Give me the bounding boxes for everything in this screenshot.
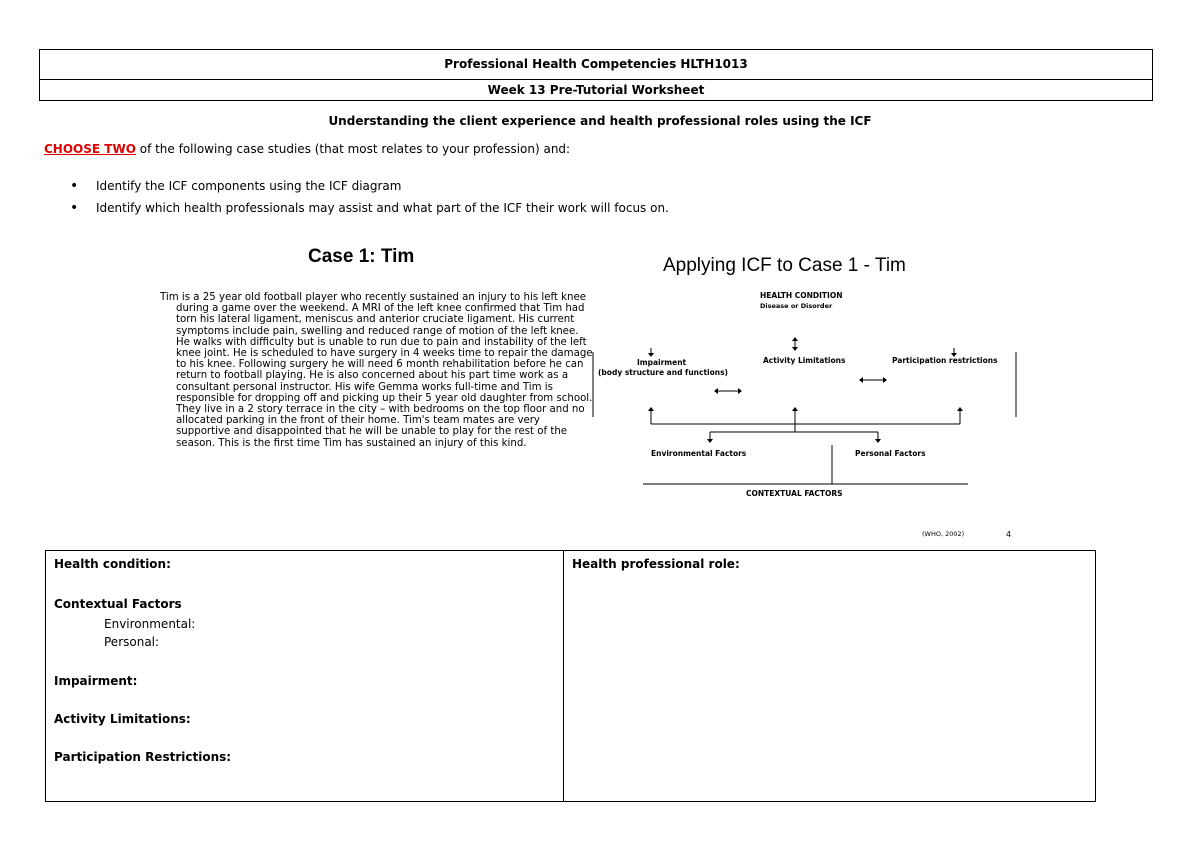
activity-limitations-field: Activity Limitations: bbox=[54, 712, 191, 726]
answer-table bbox=[45, 550, 1096, 802]
pers-arrow-down bbox=[875, 439, 881, 443]
impairment-arrow-down bbox=[648, 353, 654, 357]
environmental-field: Environmental: bbox=[104, 617, 196, 631]
header-box bbox=[39, 49, 1153, 101]
personal-field: Personal: bbox=[104, 635, 160, 649]
hc-arrow-down bbox=[792, 347, 798, 351]
intro-paragraph bbox=[44, 142, 570, 156]
impairment-label: Impairment bbox=[637, 358, 687, 367]
hc-arrow-up bbox=[792, 337, 798, 341]
case-description: Tim is a 25 year old football player who recently sustained an injury to his left knee during a game over the weekend. A MRI of the left knee confirmed that Tim had torn his lateral ligament, meniscus and anterior cruciate ligament. His current symptoms include pain, swelling and reduced range of motion of the left knee. He walks with difficulty but is unable to run due to pain and instability of the left knee joint. He is scheduled to have surgery in 4 weeks time to repair the damage to his knee. Following surgery he will need 6 month rehabilitation before he can return to football playing. He is also concerned about his part time work as a consultant personal instructor. His wife Gemma works full-time and Tim is responsible for dropping off and picking up their 5 year old daughter from school. They live in a 2 story terrace in the city – with bedrooms on the top floor and no allocated parking in the front of their home. Tim's team mates are very supportive and disappointed that he will be unable to play for the rest of the season. This is the first time Tim has sustained an injury of this kind. bbox=[160, 292, 593, 449]
worksheet-title: Week 13 Pre-Tutorial Worksheet bbox=[487, 83, 705, 97]
disease-label: Disease or Disorder bbox=[760, 302, 833, 310]
table-column-divider bbox=[563, 551, 564, 801]
choose-two-emphasis: CHOOSE TWO bbox=[44, 142, 136, 156]
contextual-label: CONTEXTUAL FACTORS bbox=[746, 489, 843, 498]
icf-diagram bbox=[588, 252, 1028, 542]
imp-arrow-up bbox=[648, 407, 654, 411]
imp-act-arrow-right bbox=[738, 388, 742, 394]
instruction-item: • Identify which health professionals may assist and what part of the ICF their work will focus on. bbox=[70, 200, 669, 222]
environmental-label: Environmental Factors bbox=[651, 449, 747, 458]
impairment-sub-label: (body structure and functions) bbox=[598, 368, 728, 377]
instruction-item: • Identify the ICF components using the ICF diagram bbox=[70, 178, 669, 200]
contextual-factors-field: Contextual Factors bbox=[54, 597, 182, 611]
intro-text: of the following case studies (that most relates to your profession) and: bbox=[135, 142, 571, 156]
participation-label: Participation restrictions bbox=[892, 356, 998, 365]
health-condition-label: HEALTH CONDITION bbox=[760, 291, 843, 300]
health-professional-role-field[interactable]: Health professional role: bbox=[572, 557, 740, 571]
env-arrow-down bbox=[707, 439, 713, 443]
instruction-list bbox=[70, 178, 669, 222]
act-part-arrow-left bbox=[859, 377, 863, 383]
case-title: Case 1: Tim bbox=[308, 246, 415, 267]
slide-number: 4 bbox=[1006, 530, 1012, 539]
act-arrow-up bbox=[792, 407, 798, 411]
impairment-field: Impairment: bbox=[54, 674, 138, 688]
health-condition-field: Health condition: bbox=[54, 557, 171, 571]
act-part-arrow-right bbox=[883, 377, 887, 383]
participation-restrictions-field: Participation Restrictions: bbox=[54, 750, 232, 764]
diagram-title: Applying ICF to Case 1 - Tim bbox=[663, 255, 906, 276]
course-title: Professional Health Competencies HLTH1013 bbox=[444, 57, 748, 71]
personal-label: Personal Factors bbox=[855, 449, 926, 458]
activity-label: Activity Limitations bbox=[763, 356, 846, 365]
imp-act-arrow-left bbox=[714, 388, 718, 394]
header-divider bbox=[40, 79, 1152, 80]
part-arrow-up bbox=[957, 407, 963, 411]
who-citation: (WHO, 2002) bbox=[922, 530, 965, 538]
page-subtitle: Understanding the client experience and health professional roles using the ICF bbox=[328, 114, 872, 128]
